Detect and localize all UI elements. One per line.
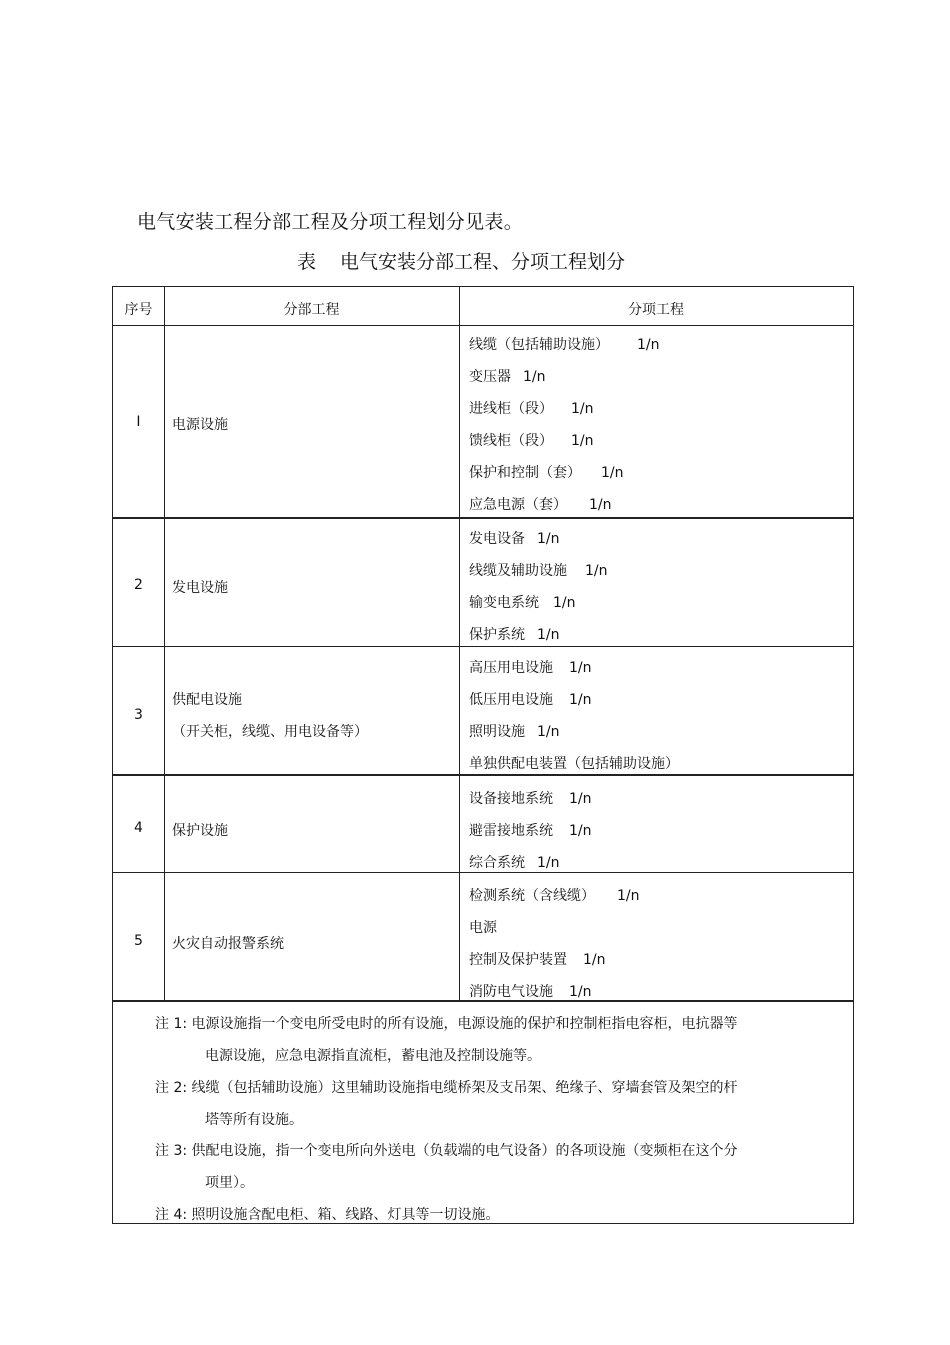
- note-2-label: 注 2:: [155, 1080, 188, 1096]
- row-2-division: 发电设施: [172, 580, 228, 596]
- header-no: 序号: [124, 302, 153, 318]
- row-5-division: 火灾自动报警系统: [172, 936, 284, 952]
- row-5-item-4: 消防电气设施 1/n: [469, 984, 592, 1000]
- row-2-item-3: 输变电系统 1/n: [469, 595, 576, 611]
- col-divider-1: [164, 287, 165, 1000]
- row-2-item-1: 发电设备 1/n: [469, 531, 560, 547]
- row-3-item-1: 高压用电设施 1/n: [469, 660, 592, 676]
- note-2-line2: 塔等所有设施。: [205, 1112, 303, 1128]
- row-2-item-2: 线缆及辅助设施 1/n: [469, 563, 608, 579]
- note-4-label: 注 4:: [155, 1207, 188, 1223]
- row-1-division: 电源设施: [172, 417, 228, 433]
- row-5-no: 5: [134, 933, 143, 949]
- note-1-line1: 电源设施指一个变电所受电时的所有设施，电源设施的保护和控制柜指电容柜，电抗器等: [191, 1016, 738, 1032]
- note-4-line1: 照明设施含配电柜、箱、线路、灯具等一切设施。: [191, 1207, 500, 1223]
- row-divider-3: [113, 774, 853, 776]
- header-subitem: 分项工程: [628, 302, 684, 318]
- note-3-line2: 项里）。: [205, 1175, 254, 1191]
- row-4-division: 保护设施: [172, 823, 228, 839]
- row-1-item-6: 应急电源（套） 1/n: [469, 497, 612, 513]
- row-1-item-2: 变压器 1/n: [469, 369, 546, 385]
- row-1-item-1: 线缆（包括辅助设施） 1/n: [469, 337, 660, 353]
- row-1-item-4: 馈线柜（段） 1/n: [469, 433, 594, 449]
- note-3-line1: 供配电设施，指一个变电所向外送电（负载端的电气设备）的各项设施（变频柜在这个分: [191, 1143, 738, 1159]
- row-3-division-note: （开关柜，线缆、用电设备等）: [172, 724, 368, 740]
- row-3-item-4: 单独供配电装置（包括辅助设施）: [469, 756, 679, 772]
- row-3-division: 供配电设施: [172, 692, 242, 708]
- note-3-label: 注 3:: [155, 1143, 188, 1159]
- row-4-item-1: 设备接地系统 1/n: [469, 791, 592, 807]
- note-2-line1: 线缆（包括辅助设施）这里辅助设施指电缆桥架及支吊架、绝缘子、穿墙套管及架空的杆: [191, 1080, 738, 1096]
- row-4-item-3: 综合系统 1/n: [469, 855, 560, 871]
- caption-prefix: 表: [297, 251, 317, 273]
- row-divider-1: [113, 517, 853, 519]
- note-4: [155, 1205, 500, 1225]
- row-3-item-3: 照明设施 1/n: [469, 724, 560, 740]
- row-divider-4: [113, 872, 853, 873]
- row-2-no: 2: [134, 577, 143, 593]
- caption-title: 电气安装分部工程、分项工程划分: [340, 251, 626, 273]
- row-2-item-4: 保护系统 1/n: [469, 627, 560, 643]
- note-1-line2: 电源设施，应急电源指直流柜，蓄电池及控制设施等。: [205, 1048, 541, 1064]
- row-1-item-5: 保护和控制（套） 1/n: [469, 465, 624, 481]
- row-5-item-2: 电源: [469, 920, 497, 936]
- row-5-item-1: 检测系统（含线缆） 1/n: [469, 888, 640, 904]
- row-4-item-2: 避雷接地系统 1/n: [469, 823, 592, 839]
- table-caption: [297, 247, 625, 274]
- note-3: [155, 1141, 738, 1193]
- note-1-label: 注 1:: [155, 1016, 188, 1032]
- division-table: [112, 286, 854, 1224]
- row-divider-2: [113, 646, 853, 647]
- intro-text: 电气安装工程分部工程及分项工程划分见表。: [137, 211, 524, 233]
- row-3-no: 3: [134, 707, 143, 723]
- row-4-no: 4: [134, 820, 143, 836]
- row-5-item-3: 控制及保护装置 1/n: [469, 952, 606, 968]
- header-divider: [113, 325, 853, 326]
- note-2: [155, 1078, 738, 1130]
- note-1: [155, 1014, 738, 1066]
- row-3-item-2: 低压用电设施 1/n: [469, 692, 592, 708]
- header-division: 分部工程: [283, 302, 340, 318]
- col-divider-2: [459, 287, 460, 1000]
- row-1-no: I: [136, 414, 141, 430]
- row-1-item-3: 进线柜（段） 1/n: [469, 401, 594, 417]
